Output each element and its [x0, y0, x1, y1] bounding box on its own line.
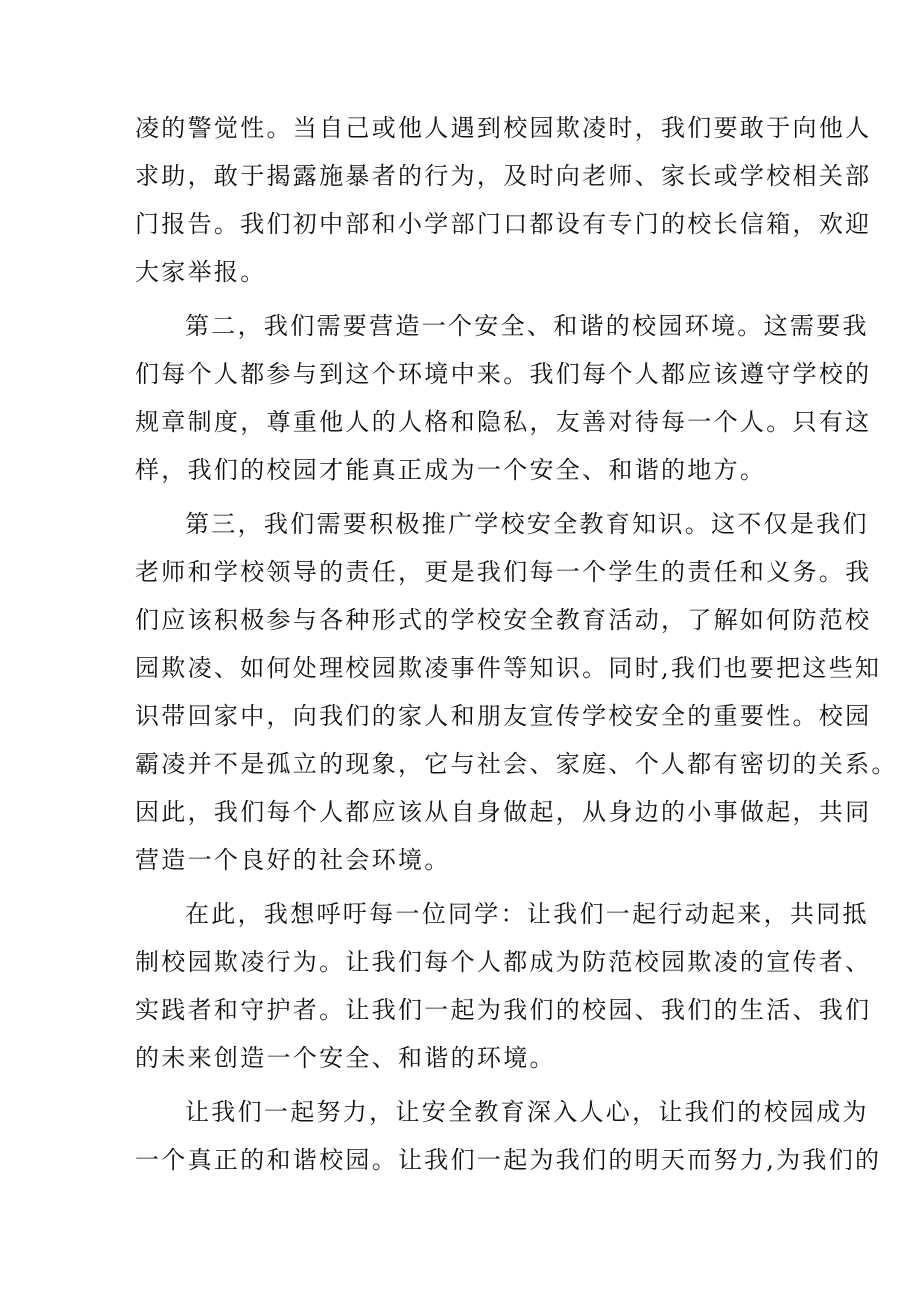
- text-line: 因此，我们每个人都应该从自身做起，从身边的小事做起，共同: [135, 798, 872, 826]
- text-line: 识带回家中，向我们的家人和朋友宣传学校安全的重要性。校园: [135, 702, 872, 730]
- text-line: 大家举报。: [135, 258, 267, 286]
- paragraph-first-line: 让我们一起努力，让安全教育深入人心，让我们的校园成为: [185, 1098, 869, 1126]
- text-line: 一个真正的和谐校园。让我们一起为我们的明天而努力,为我们的: [135, 1146, 882, 1174]
- text-line: 营造一个良好的社会环境。: [135, 846, 451, 874]
- text-line: 实践者和守护者。让我们一起为我们的校园、我们的生活、我们: [135, 996, 872, 1024]
- paragraph-first-line: 在此，我想呼吁每一位同学：让我们一起行动起来，共同抵: [185, 900, 869, 928]
- paragraph-first-line: 第三，我们需要积极推广学校安全教育知识。这不仅是我们: [185, 510, 869, 538]
- text-line: 制校园欺凌行为。让我们每个人都成为防范校园欺凌的宣传者、: [135, 948, 872, 976]
- text-line: 门报告。我们初中部和小学部门口都设有专门的校长信箱，欢迎: [135, 210, 872, 238]
- text-line: 的未来创造一个安全、和谐的环境。: [135, 1044, 556, 1072]
- text-line: 凌的警觉性。当自己或他人遇到校园欺凌时，我们要敢于向他人: [135, 114, 872, 142]
- text-line: 霸凌并不是孤立的现象，它与社会、家庭、个人都有密切的关系。: [135, 750, 898, 778]
- text-line: 样，我们的校园才能真正成为一个安全、和谐的地方。: [135, 456, 767, 484]
- text-line: 们应该积极参与各种形式的学校安全教育活动，了解如何防范校: [135, 606, 872, 634]
- text-line: 们每个人都参与到这个环境中来。我们每个人都应该遵守学校的: [135, 360, 872, 388]
- text-line: 老师和学校领导的责任，更是我们每一个学生的责任和义务。我: [135, 558, 872, 586]
- text-line: 求助，敢于揭露施暴者的行为，及时向老师、家长或学校相关部: [135, 162, 872, 190]
- paragraph-first-line: 第二，我们需要营造一个安全、和谐的校园环境。这需要我: [185, 312, 869, 340]
- text-line: 规章制度，尊重他人的人格和隐私，友善对待每一个人。只有这: [135, 408, 872, 436]
- text-line: 园欺凌、如何处理校园欺凌事件等知识。同时,我们也要把这些知: [135, 654, 882, 682]
